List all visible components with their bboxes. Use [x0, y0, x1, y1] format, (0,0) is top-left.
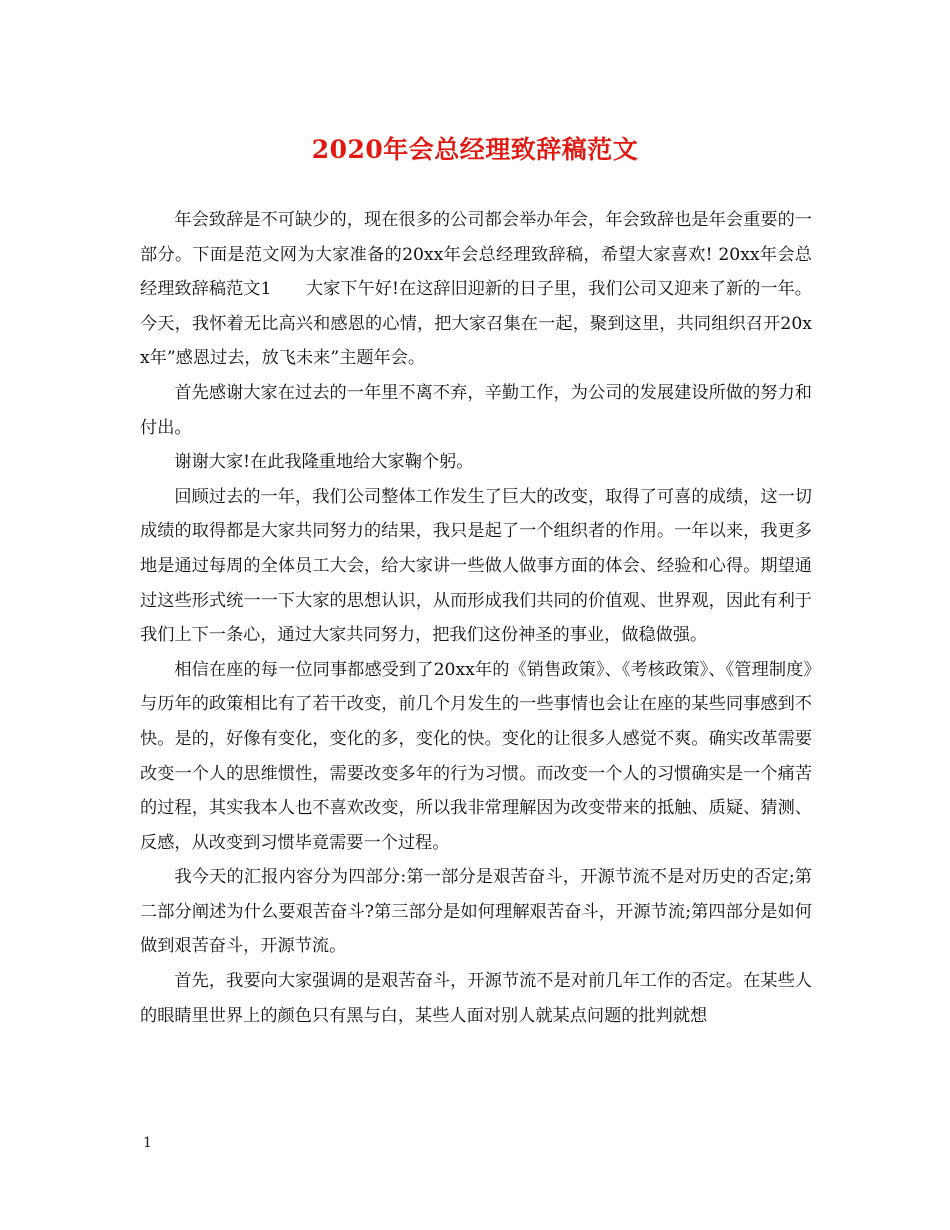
paragraph-outline: 我今天的汇报内容分为四部分:第一部分是艰苦奋斗，开源节流不是对历史的否定;第二部分阐述为什么要艰苦奋斗?第三部分是如何理解艰苦奋斗，开源节流;第四部分是如何做到艰苦奋斗，开源节流。	[140, 867, 812, 957]
paragraph-policies: 相信在座的每一位同事都感受到了20xx年的《销售政策》、《考核政策》、《管理制度》与历年的政策相比有了若干改变，前几个月发生的一些事情也会让在座的某些同事感到不快。是的，好像有变化，变化的多，变化的快。变化的让很多人感觉不爽。确实改革需要改变一个人的思维惯性，需要改变多年的行为习惯。而改变一个人的习惯确实是一个痛苦的过程，其实我本人也不喜欢改变，所以我非常理解因为改变带来的抵触、质疑、猜测、反感，从改变到习惯毕竟需要一个过程。	[140, 659, 812, 853]
paragraph-intro: 年会致辞是不可缺少的，现在很多的公司都会举办年会，年会致辞也是年会重要的一部分。下面是范文网为大家准备的20xx年会总经理致辞稿，希望大家喜欢! 20xx年会总经理致辞稿范文1 大家下午好!在这辞旧迎新的日子里，我们公司又迎来了新的一年。今天，我怀着无比高兴和感恩的心情，把大家召集在一起，聚到这里，共同组织召开20xx年”感恩过去，放飞未来”主题年会。	[140, 210, 812, 369]
page-number: 1	[143, 1135, 152, 1151]
paragraph-thanks: 首先感谢大家在过去的一年里不离不弃，辛勤工作，为公司的发展建设所做的努力和付出。	[140, 382, 812, 438]
page-title: 2020年会总经理致辞稿范文	[311, 135, 639, 164]
paragraph-first-point: 首先，我要向大家强调的是艰苦奋斗，开源节流不是对前几年工作的否定。在某些人的眼睛里世界上的颜色只有黑与白，某些人面对别人就某点问题的批判就想	[140, 971, 812, 1026]
document-body	[140, 203, 812, 1033]
paragraph-review: 回顾过去的一年，我们公司整体工作发生了巨大的改变，取得了可喜的成绩，这一切成绩的取得都是大家共同努力的结果，我只是起了一个组织者的作用。一年以来，我更多地是通过每周的全体员工大会，给大家讲一些做人做事方面的体会、经验和心得。期望通过这些形式统一一下大家的思想认识，从而形成我们共同的价值观、世界观，因此有利于我们上下一条心，通过大家共同努力，把我们这份神圣的事业，做稳做强。	[140, 486, 812, 646]
paragraph-bow: 谢谢大家!在此我隆重地给大家鞠个躬。	[174, 452, 474, 473]
